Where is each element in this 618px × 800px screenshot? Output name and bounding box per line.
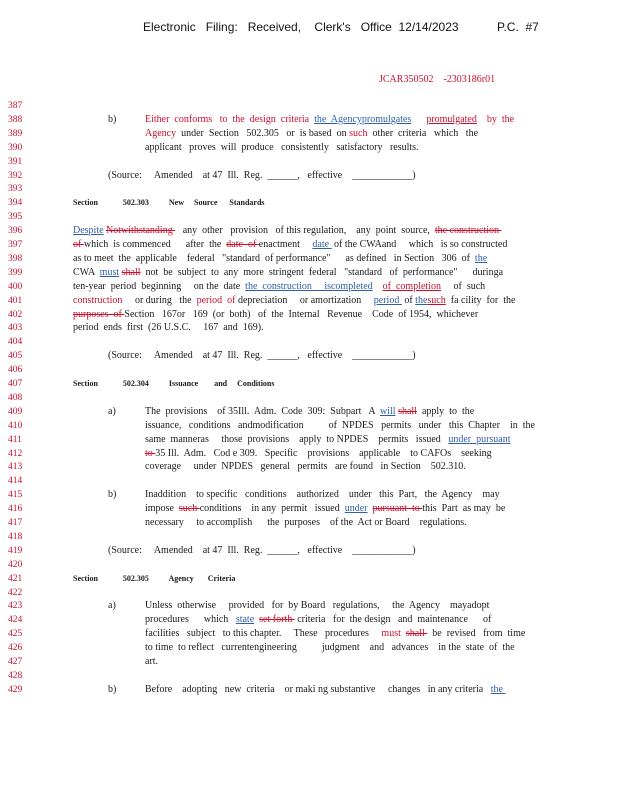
text-run: as to meet the applicable federal "standard of performance" as defined in Section 306 of [73, 252, 475, 264]
line-number: 395 [8, 212, 23, 223]
text-run: period of [196, 294, 236, 306]
text-line [73, 197, 265, 209]
text-run: the Agencypromulgates [314, 113, 412, 125]
text-run: b) [108, 489, 117, 501]
text-run: 502.305 [122, 573, 149, 583]
line-number: 387 [8, 101, 23, 111]
text-run: 502.303 [122, 198, 149, 208]
text-run: same manneras those provisions apply to NPDES permits issued [145, 433, 449, 445]
text-run [98, 378, 123, 389]
text-run: a) [108, 600, 116, 612]
text-run: Unless otherwise provided for by Board regulations, the Agency mayadopt [145, 600, 490, 612]
text-run: Despite [73, 225, 104, 237]
text-run: enactment [258, 239, 313, 250]
line-number: 396 [8, 226, 23, 237]
text-line [145, 114, 514, 126]
text-run: Notwithstanding [106, 225, 176, 237]
text-run: must [381, 628, 401, 640]
text-run: Inaddition to specific conditions authorized under this Part, the Agency may [145, 489, 500, 501]
text-line [73, 281, 485, 293]
text-run: coverage under NPDES general permits are found in Section 502.310. [145, 461, 466, 473]
text-run: impose [145, 503, 179, 515]
text-line [145, 684, 505, 696]
text-run: must [99, 266, 120, 278]
line-number: 411 [8, 434, 22, 445]
text-run: under [344, 503, 368, 515]
text-run: state [235, 614, 255, 626]
text-run: will [380, 405, 396, 417]
filing-status: Electronic Filing: Received, Clerk's Office 12/14/2023 [143, 20, 459, 34]
text-run: such [427, 294, 446, 306]
text-run: necessary to accomplish the purposes of the Act or Board regulations. [145, 517, 467, 528]
text-line [145, 461, 466, 473]
text-line [145, 142, 419, 154]
text-run: construction [73, 294, 123, 306]
text-line [108, 684, 116, 696]
text-line [73, 253, 487, 265]
text-run: Agency [145, 127, 177, 139]
text-run: Section [73, 198, 98, 208]
text-run: of such [440, 280, 486, 292]
line-number: 421 [8, 573, 23, 584]
line-number: 393 [8, 184, 23, 195]
line-number: 390 [8, 142, 23, 153]
line-number: 407 [8, 379, 23, 389]
text-run: period ends first (26 U.S.C. 167 and 169). [73, 322, 264, 334]
text-line [145, 614, 491, 626]
text-run: this Part as may be [422, 503, 506, 515]
text-run: The provisions of 35Ill. Adm. Code 309: Subpart A [145, 405, 380, 417]
line-number: 397 [8, 240, 23, 250]
document-id: JCAR350502 -2303186r01 [379, 74, 496, 85]
text-run: (Source: Amended at 47 Ill. Reg. ______, effective ____________) [108, 544, 416, 556]
text-run [98, 197, 123, 208]
text-run: purposes of [73, 308, 125, 320]
line-number: 389 [8, 128, 23, 139]
line-number: 401 [8, 295, 23, 306]
text-line [108, 170, 416, 182]
line-number: 426 [8, 643, 23, 654]
line-number: 412 [8, 448, 23, 459]
text-run: 502.304 [122, 379, 149, 388]
text-run: other criteria which the [367, 127, 479, 139]
text-line [73, 309, 478, 321]
text-run: a) [108, 405, 116, 417]
text-run: issuance, conditions andmodification of NPDES permits under this Chapter in the [145, 419, 535, 431]
text-run: shall [398, 405, 417, 417]
line-number: 409 [8, 406, 23, 417]
line-number: 405 [8, 351, 23, 362]
text-line [145, 406, 474, 418]
text-line [73, 295, 515, 307]
text-run: such [178, 503, 200, 515]
line-number: 410 [8, 420, 23, 431]
line-number: 416 [8, 504, 23, 515]
text-run: be revised from time [427, 628, 526, 640]
text-line [108, 600, 116, 612]
text-run: Section 167or 169 (or both) of the Internal Revenue Code of 1954, whichever [124, 308, 479, 320]
text-run: to time to reflect currentengineering judgment and advances in the state of the [145, 642, 515, 654]
text-run: under pursuant [448, 433, 511, 445]
text-run: art. [145, 656, 159, 667]
text-line [73, 267, 503, 279]
text-run: Either conforms to the design criteria [145, 113, 315, 125]
text-line [108, 489, 116, 501]
text-run: shall [405, 628, 428, 640]
text-line [145, 656, 158, 668]
text-run: the [490, 683, 506, 695]
text-run: ten-year period beginning on the date [73, 280, 246, 292]
text-run: b) [108, 683, 117, 695]
line-number: 424 [8, 615, 23, 626]
text-run: of [73, 239, 84, 250]
text-line [145, 434, 511, 446]
text-run: or during the [122, 294, 197, 306]
text-run: date [312, 239, 332, 250]
line-number: 388 [8, 114, 23, 125]
text-run: Section [73, 573, 98, 583]
text-line [145, 128, 478, 140]
text-run: not be subject to any more stringent federal "standard of performance" duringa [140, 266, 504, 278]
text-line [73, 239, 507, 251]
text-run: New Source Standards [148, 198, 265, 208]
text-run: period [373, 294, 402, 306]
text-run: criteria for the design and maintenance of [294, 614, 492, 626]
text-run: the construction [434, 225, 502, 237]
text-run: conditions in any permit issued [199, 503, 345, 515]
text-line [145, 642, 515, 654]
text-run: Section [73, 379, 98, 388]
text-run: the construction iscompleted [245, 280, 373, 292]
text-run: to [145, 447, 156, 459]
text-run: Before adopting new criteria or maki ng substantive changes in any criteria [145, 683, 491, 695]
text-run: CWA [73, 266, 100, 278]
text-run: pursuant to [372, 503, 423, 515]
text-line [73, 322, 264, 334]
text-run: of the CWAand which is so constructed [331, 239, 508, 250]
line-number: 427 [8, 657, 23, 667]
text-run: (Source: Amended at 47 Ill. Reg. ______, effective ____________) [108, 350, 416, 362]
text-run [411, 114, 426, 125]
text-run: facilities subject to this chapter. These procedures [145, 628, 382, 640]
pc-number: P.C. #7 [497, 20, 539, 34]
line-number: 404 [8, 337, 23, 348]
text-line [145, 517, 467, 529]
line-number: 394 [8, 198, 23, 209]
text-line [108, 545, 416, 557]
line-number: 413 [8, 462, 23, 473]
text-run: of completion [382, 280, 441, 292]
text-run: apply to the [416, 405, 475, 417]
text-line [145, 489, 500, 501]
text-line [145, 600, 489, 612]
text-line [73, 573, 235, 585]
text-run: (Source: Amended at 47 Ill. Reg. ______, effective ____________) [108, 169, 416, 181]
text-run: which is commenced after the [83, 239, 227, 250]
line-number: 415 [8, 490, 23, 501]
text-line [108, 114, 116, 126]
text-run: procedures which [145, 614, 236, 626]
line-number: 399 [8, 267, 23, 278]
text-line [73, 225, 502, 237]
text-line [108, 350, 416, 362]
line-number: 418 [8, 531, 23, 542]
text-run: any other provision of this regulation, any point source, [175, 225, 435, 237]
text-line [145, 420, 535, 432]
text-run: date of [226, 239, 259, 250]
text-line [73, 378, 274, 390]
text-run: of [401, 294, 416, 306]
text-run: fa cility for the [445, 294, 516, 306]
line-number: 414 [8, 476, 23, 487]
line-number: 429 [8, 684, 23, 695]
text-line [145, 448, 492, 460]
text-run [373, 281, 383, 292]
line-number: 422 [8, 587, 23, 598]
line-number: 419 [8, 545, 23, 556]
line-number: 391 [8, 156, 23, 167]
line-number: 428 [8, 670, 23, 681]
line-number: 425 [8, 629, 23, 640]
text-run: 35 Ill. Adm. Cod e 309. Specific provisions applicable to CAFOs seeking [155, 447, 492, 459]
line-number: 403 [8, 323, 23, 334]
text-line [108, 406, 116, 418]
line-number: 400 [8, 281, 23, 292]
text-run: b) [108, 113, 117, 125]
text-run: set forth [259, 614, 295, 626]
text-line [145, 628, 525, 640]
text-run [98, 573, 123, 584]
line-number: 417 [8, 518, 23, 528]
text-run: promulgated [426, 113, 477, 125]
line-number: 392 [8, 170, 23, 181]
line-number: 420 [8, 559, 23, 570]
text-run: under Section 502.305 or is based on [176, 127, 350, 139]
text-run: the [415, 294, 428, 306]
text-run: applicant proves will produce consistently satisfactory results. [145, 141, 419, 153]
text-run: such [349, 127, 368, 139]
text-run: depreciation or amortization [235, 294, 374, 306]
line-number: 408 [8, 392, 23, 403]
line-number: 423 [8, 601, 23, 612]
text-run: the [474, 252, 488, 264]
text-run: Agency Criteria [148, 573, 236, 583]
text-run: Issuance and Conditions [148, 379, 275, 388]
line-number: 406 [8, 365, 23, 376]
text-line [145, 503, 505, 515]
line-number: 402 [8, 309, 23, 320]
line-number: 398 [8, 253, 23, 264]
text-run: by the [476, 113, 515, 125]
text-run: shall [121, 266, 141, 278]
